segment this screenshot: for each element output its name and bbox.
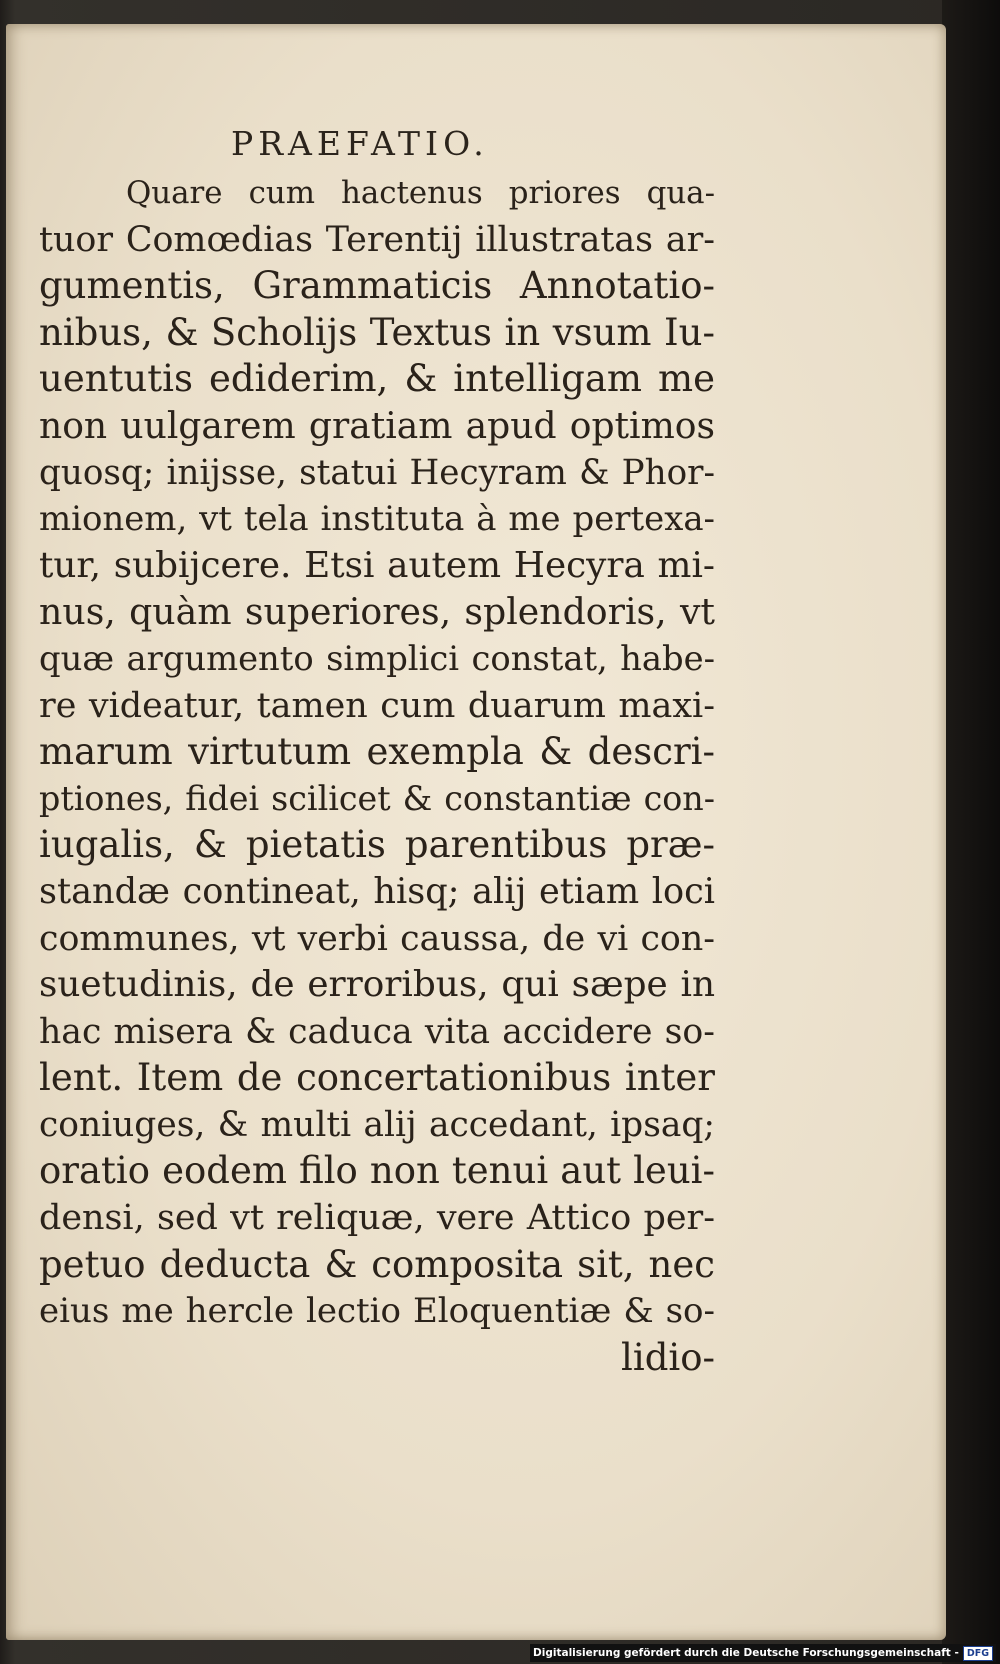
text-line: petuo deducta & composita sit, nec [39, 1242, 715, 1286]
text-line: nibus, & Scholijs Textus in vsum Iu- [39, 310, 715, 354]
book-edge-shadow [942, 0, 1000, 1664]
funding-text: Digitalisierung gefördert durch die Deutsche Forschungsgemeinschaft - [533, 1647, 959, 1659]
text-line: iugalis, & pietatis parentibus præ- [39, 823, 715, 867]
text-line: quosq; inijsse, statui Hecyram & Phor- [39, 452, 715, 493]
text-line: standæ contineat, hisq; alij etiam loci [39, 870, 715, 912]
text-line: mionem, vt tela instituta à me pertexa- [39, 499, 715, 539]
text-line: hac misera & caduca vita accidere so- [39, 1011, 715, 1052]
text-line: nus, quàm superiores, splendoris, vt [39, 590, 715, 634]
text-line: re videatur, tamen cum duarum maxi- [39, 685, 715, 726]
text-line: tur, subijcere. Etsi autem Hecyra mi- [39, 544, 715, 586]
catchword: lidio- [621, 1335, 715, 1379]
text-line: ptiones, fidei scilicet & constantiæ con- [39, 778, 715, 818]
text-line: communes, vt verbi caussa, de vi con- [39, 918, 715, 959]
dfg-funding-notice [530, 1644, 996, 1662]
text-line: oratio eodem filo non tenui aut leui- [39, 1149, 715, 1193]
body-text [39, 170, 715, 1381]
text-line: lent. Item de concertationibus inter [39, 1056, 715, 1100]
text-line: quæ argumento simplici constat, habe- [39, 638, 715, 678]
text-line: tuor Comœdias Terentij illustratas ar- [39, 219, 715, 260]
text-line: suetudinis, de erroribus, qui sæpe in [39, 964, 715, 1006]
dfg-logo-icon: DFG [963, 1646, 993, 1661]
running-header: PRAEFATIO. [231, 124, 489, 163]
text-line: gumentis, Grammaticis Annotatio- [39, 264, 715, 308]
text-line: marum virtutum exempla & descri- [39, 730, 715, 774]
book-page [6, 24, 946, 1640]
text-line: non uulgarem gratiam apud optimos [39, 404, 715, 447]
text-line: uentutis ediderim, & intelligam me [39, 357, 715, 401]
text-line: densi, sed vt reliquæ, vere Attico per- [39, 1198, 715, 1239]
text-line: coniuges, & multi alij accedant, ipsaq; [39, 1104, 715, 1145]
text-line: Quare cum hactenus priores qua- [126, 175, 715, 211]
text-line: eius me hercle lectio Eloquentiæ & so- [39, 1291, 715, 1332]
